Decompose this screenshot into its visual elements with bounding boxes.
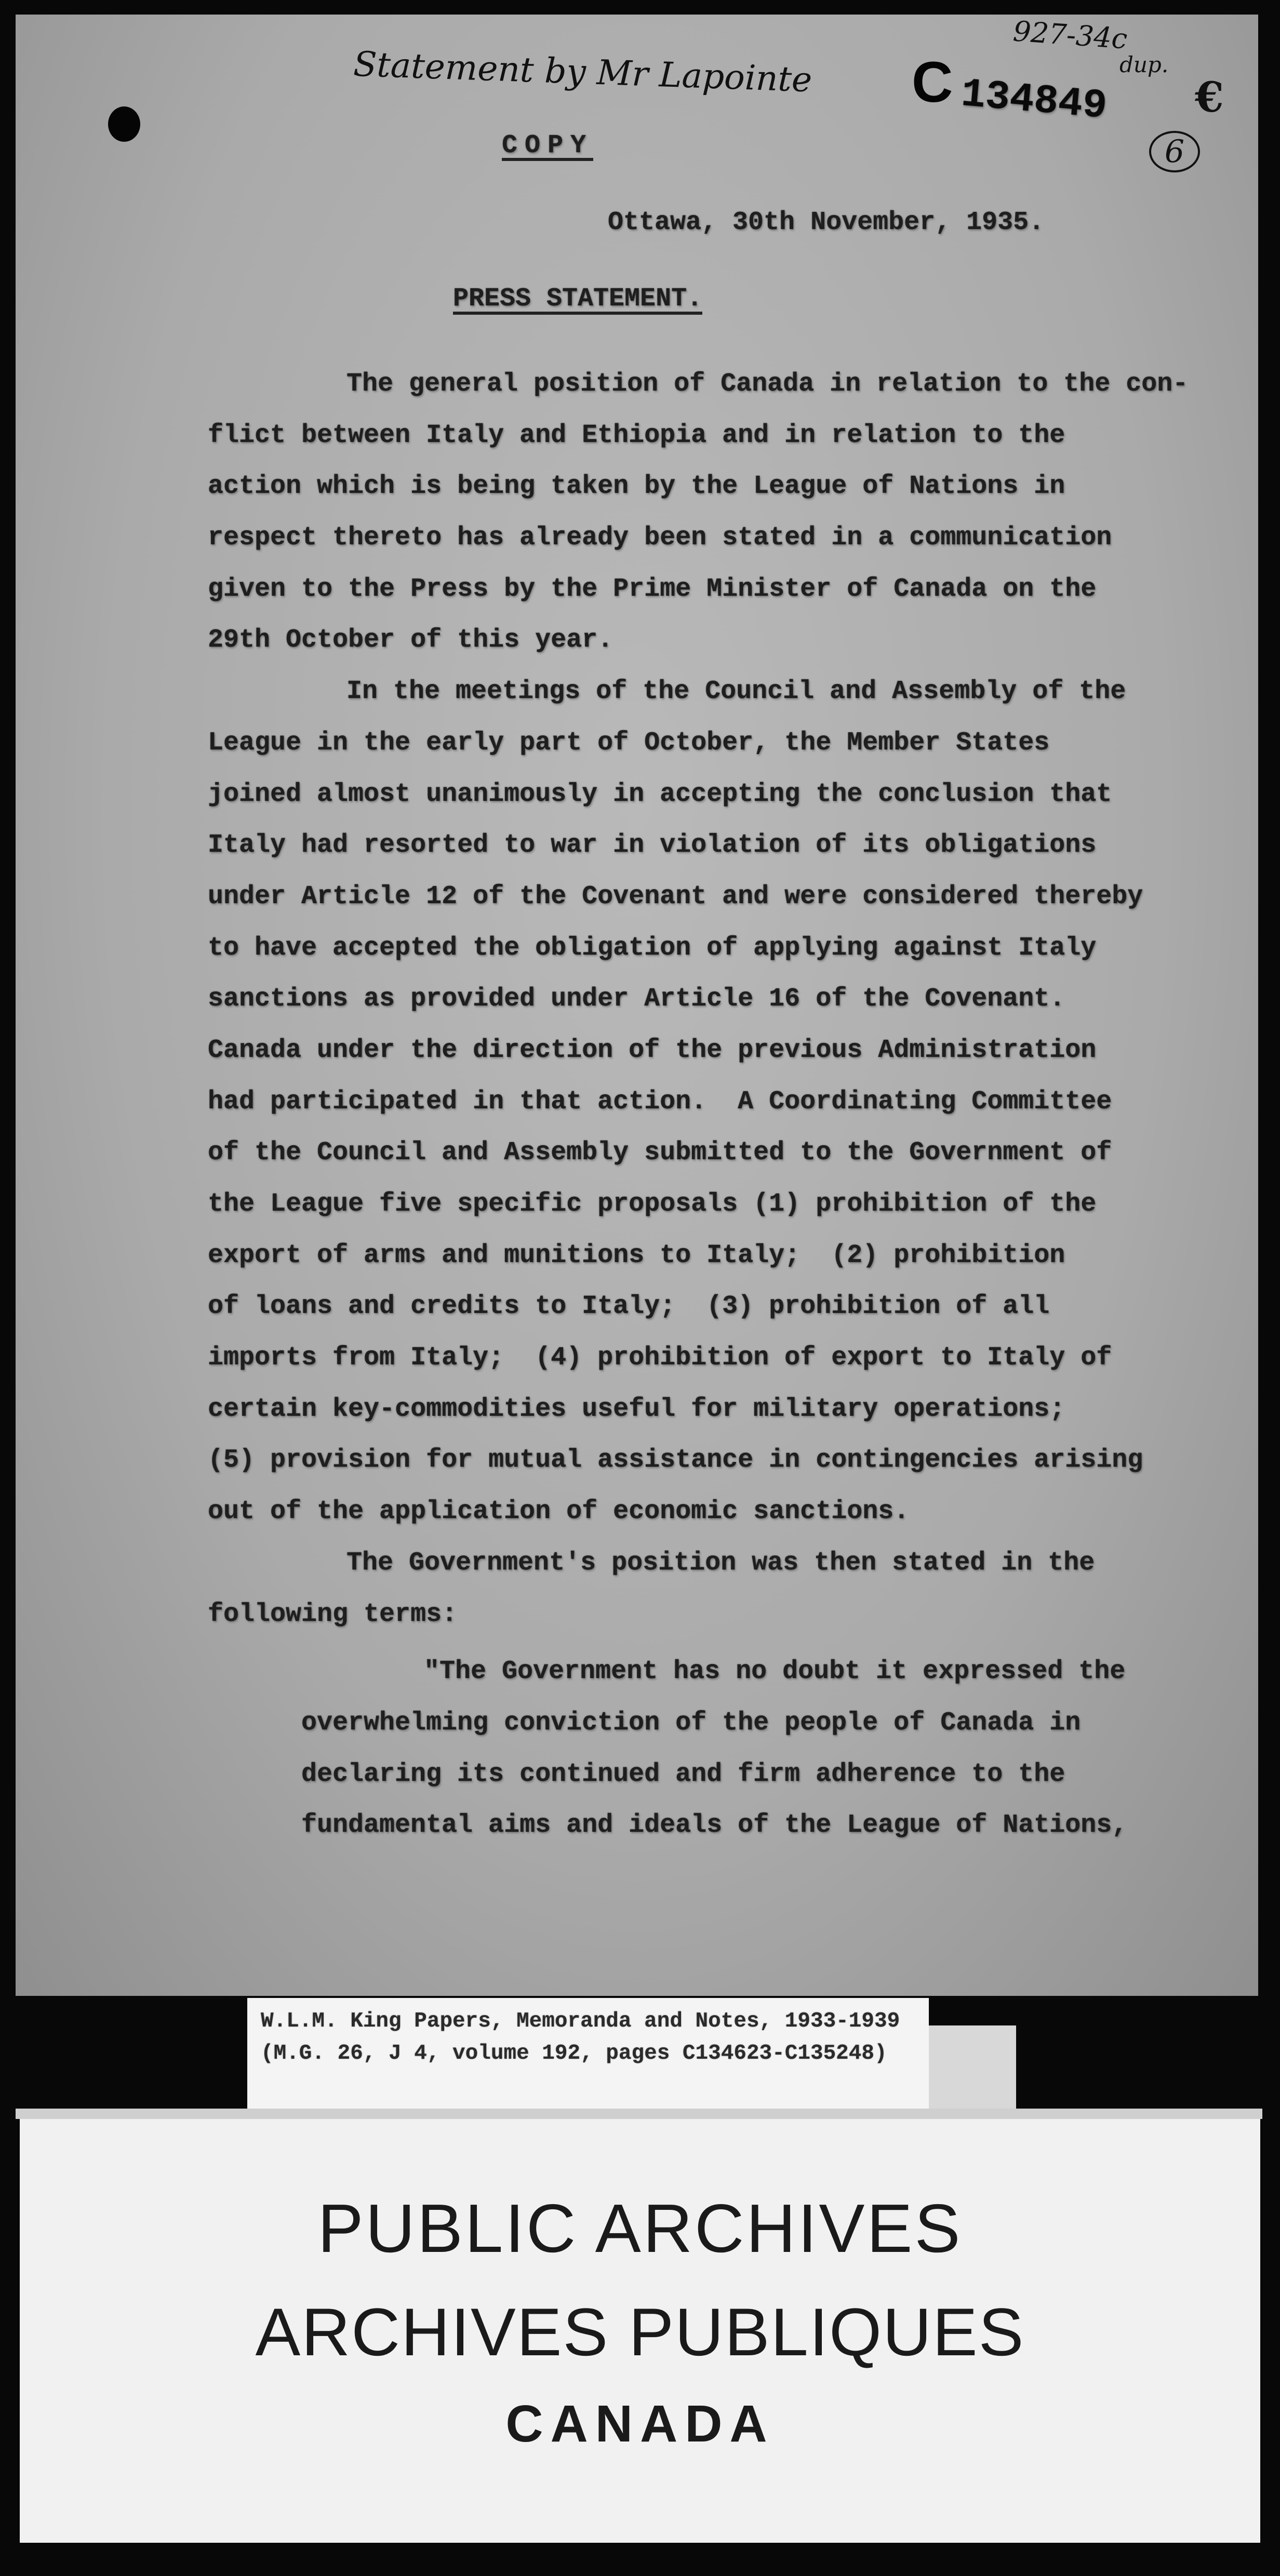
divider-strip (16, 2109, 1262, 2119)
body-line: (5) provision for mutual assistance in contingencies arising (208, 1445, 1143, 1475)
corner-mark: € (1195, 73, 1224, 122)
body-line: The Government's position was then stated in the (346, 1548, 1095, 1578)
body-line: In the meetings of the Council and Assembly of the (346, 677, 1126, 707)
quote-line: "The Government has no doubt it expressed the (424, 1657, 1126, 1687)
body-line: export of arms and munitions to Italy; (2) prohibition (208, 1240, 1065, 1270)
archive-card-line-1: PUBLIC ARCHIVES (317, 2190, 963, 2266)
press-statement-title: PRESS STATEMENT. (453, 284, 703, 314)
archive-card-line-3: CANADA (505, 2395, 775, 2453)
reference-line-2: (M.G. 26, J 4, volume 192, pages C134623-C135248) (261, 2042, 887, 2065)
body-line: Italy had resorted to war in violation of its obligations (208, 830, 1097, 861)
archive-card (20, 2119, 1260, 2543)
quote-line: fundamental aims and ideals of the League of Nations, (301, 1810, 1128, 1841)
body-line: out of the application of economic sanctions. (208, 1497, 910, 1527)
handwritten-title: Statement by Mr Lapointe (352, 44, 813, 100)
body-line: under Article 12 of the Covenant and were considered thereby (208, 881, 1143, 911)
archive-card-line-2: ARCHIVES PUBLIQUES (255, 2294, 1025, 2370)
file-number-note: 927-34c (1012, 15, 1129, 56)
body-line: flict between Italy and Ethiopia and in relation to the (208, 420, 1065, 450)
body-line: had participated in that action. A Coordinating Committee (208, 1086, 1112, 1117)
body-line: to have accepted the obligation of applying against Italy (208, 933, 1097, 963)
dateline: Ottawa, 30th November, 1935. (608, 208, 1045, 237)
body-line: 29th October of this year. (208, 625, 614, 655)
copy-label: COPY (502, 131, 594, 160)
body-line: given to the Press by the Prime Minister of Canada on the (208, 574, 1097, 604)
body-line: action which is being taken by the League of Nations in (208, 472, 1065, 502)
body-line: the League five specific proposals (1) prohibition of the (208, 1189, 1097, 1219)
body-line: Canada under the direction of the previous Administration (208, 1035, 1097, 1065)
page-number-circle: 6 (1149, 131, 1200, 172)
reference-label (247, 1998, 929, 2109)
hole-punch (108, 106, 140, 142)
body-line: certain key-commodities useful for military operations; (208, 1394, 1065, 1424)
stamp-number: 134849 (959, 71, 1109, 130)
quote-line: overwhelming conviction of the people of Canada in (301, 1708, 1081, 1738)
body-line: The general position of Canada in relation to the con- (346, 369, 1189, 399)
body-line: of the Council and Assembly submitted to the Government of (208, 1138, 1112, 1168)
quote-line: declaring its continued and firm adherence to the (301, 1759, 1065, 1789)
body-line: imports from Italy; (4) prohibition of export to Italy of (208, 1343, 1112, 1373)
body-line: following terms: (208, 1599, 458, 1629)
body-line: League in the early part of October, the Member States (208, 728, 1050, 758)
body-line: sanctions as provided under Article 16 of the Covenant. (208, 984, 1065, 1014)
dup-note: dup. (1119, 52, 1169, 77)
reference-line-1: W.L.M. King Papers, Memoranda and Notes, 1933-1939 (261, 2009, 900, 2033)
stamp-letter: C (912, 50, 953, 114)
statement-body (208, 359, 1195, 1852)
body-line: respect thereto has already been stated in a communication (208, 523, 1112, 553)
body-line: joined almost unanimously in accepting the conclusion that (208, 779, 1112, 809)
body-line: of loans and credits to Italy; (3) prohibition of all (208, 1292, 1050, 1322)
